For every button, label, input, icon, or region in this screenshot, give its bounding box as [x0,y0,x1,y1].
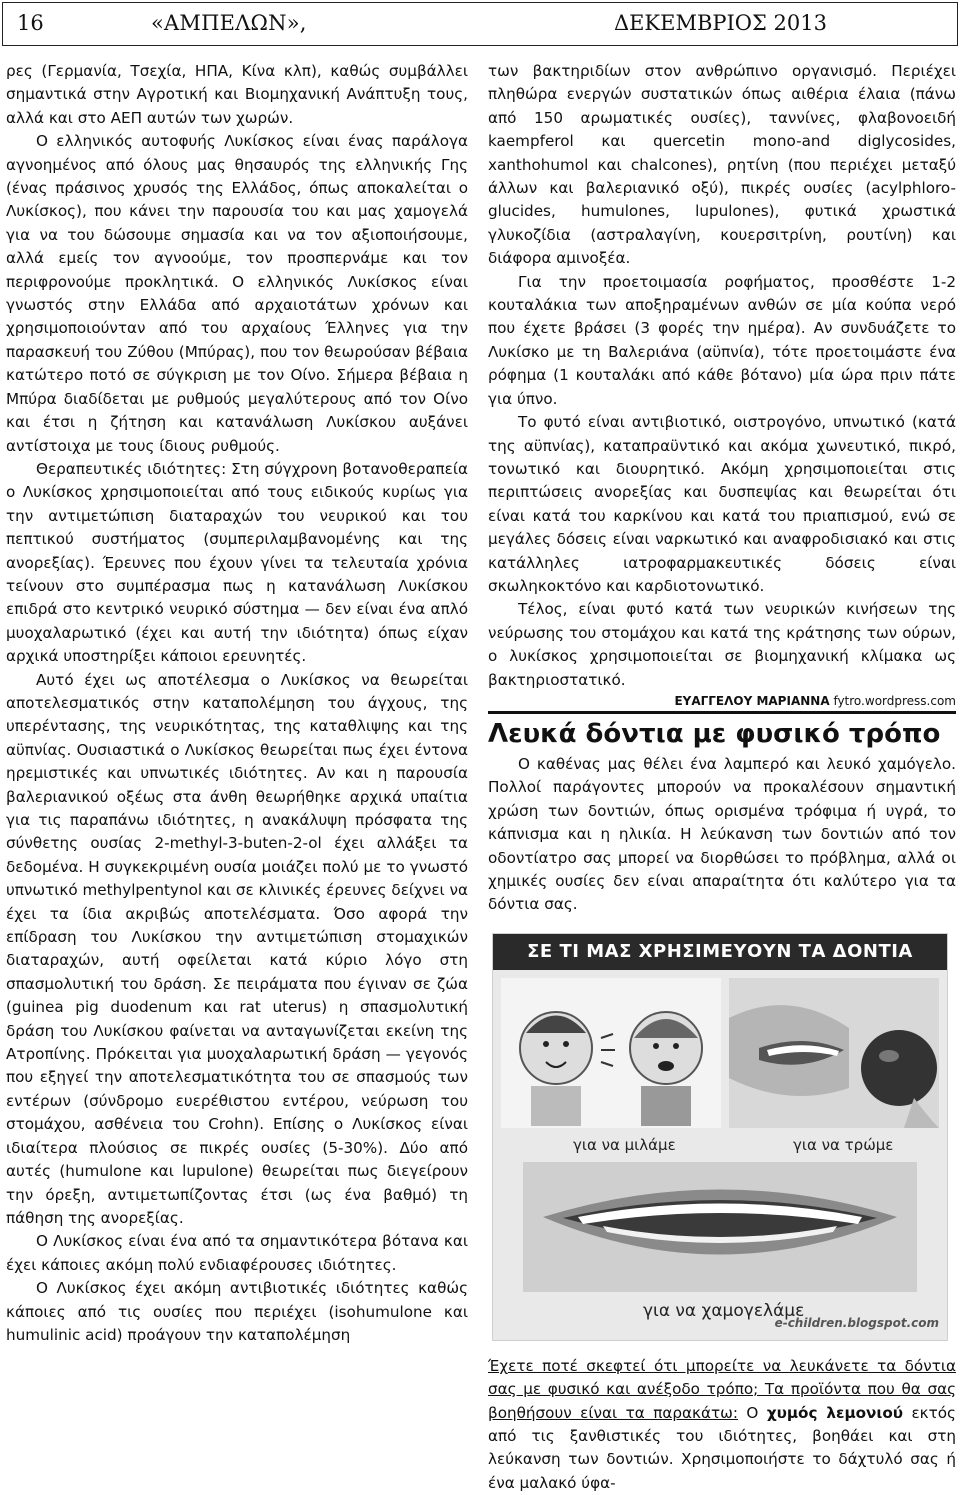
left-column [6,60,468,1347]
signature-author: ΕΥΑΓΓΕΛΟΥ ΜΑΡΙΑΝΝΑ [674,693,830,708]
right-column [488,60,956,1495]
text-run: εκτός από τις ξανθιστικές του ιδιότητες, βοηθάει και στη λεύκανση των δοντιών. Χρησιμοποιήστε το δάχτυλό σας ή ένα μαλακό ύφα- [488,1403,956,1492]
paragraph: Ο καθένας μας θέλει ένα λαμπερό και λευκό χαμόγελο. Πολλοί παράγοντες μπορούν να προκαλέσουν σημαντική χρώση των δοντιών, όπως ορισμένα τρόφιμα ή υγρά, το κάπνισμα και η ηλικία. Η λεύκανση των δοντιών από τον οδοντίατρο σας μπορεί να διορθώσει το πρόβλημα, αλλά οι χημικές ουσίες δεν είναι απαραίτητα ότι καλύτερο για τα δόντια σας. [488,754,956,914]
header-frame [2,2,958,46]
paragraph: Ο ελληνικός αυτοφυής Λυκίσκος είναι ένας παράλογα αγνοημένος από όλους μας θησαυρός της ελληνικής Γης (ένας πράσινος χρυσός της Ελλάδος, όπως αποκαλείται ο Λυκίσκος), που κάνει την παρουσία του και μας χαμογελά για να του δώσουμε σημασία και να τον αξιοποιήσουμε, αλλά εμείς τον αγνοούμε, τον προσπερνάμε και τον περιφρονούμε προκλητικά. Ο ελληνικός Λυκίσκος είναι γνωστός στην Ελλάδα από αρχαιοτάτων χρόνων και χρησιμοποιούνταν από του αρχαίους Έλληνες για την παρασκευή του Ζύθου (Μπύρας), που τον θεωρούσαν βέβαια κατώτερο ποτό σε σύγκριση με τον Οίνο. Σήμερα βέβαια η Μπύρα διαδίδεται με ρυθμούς μεγαλύτερους από τον Οίνο και έτσι η ζήτηση και κατανάλωση Λυκίσκου αυξάνει αντίστοιχα με τους ίδιους ρυθμούς. [6,132,468,455]
article-signature [488,693,956,709]
page-number: 16 [17,11,44,35]
lemon-juice-term: χυμός λεμονιού [766,1403,904,1422]
paragraph: ρες (Γερμανία, Τσεχία, ΗΠΑ, Κίνα κλπ), καθώς συμβάλλει σημαντικά στην Αγροτική και Βιομηχανική Ανάπτυξη τους, αλλά και στο ΑΕΠ αυτών των χωρών. [6,62,468,127]
paragraph: των βακτηριδίων στον ανθρώπινο οργανισμό. Περιέχει πληθώρα ενεργών συστατικών όπως αιθέρια έλαια (πάνω από 150 αρωματικές ουσίες), ταννίνες, φλαβονοειδή kaempferol και quercetin mono-and diglycosides, xanthohumol και chalcones), ρητίνη (που περιέχει μεταξύ άλλων και βαλεριανικό οξύ), πικρές ουσίες (acylphloro-glucides, humulones, lupulones), φυτικά χρωστικά γλυκοζίδια (αστραλαγίνη, κουερσιτρίνη, ρουτίνη) και διάφορα αμινοξέα. [488,62,956,268]
paragraph: Αυτό έχει ως αποτέλεσμα ο Λυκίσκος να θεωρείται αποτελεσματικός στην καταπολέμηση του άγχους, της υπερέντασης, της νευρικότητας, της καταθλιψης και της αϋπνίας. Ουσιαστικά ο Λυκίσκος θεωρείται πως έχει έντονα ηρεμιστικές και υπνωτικές ιδιότητες. Αν και η παρουσία βαλεριανικού οξέως στα άνθη θεωρήθηκε αρχικά υπαίτια για τις παραπάνω ιδιότητες, η ανακάλυψη πρόσφατα της σύνθετης ουσίας 2-methyl-3-buten-2-ol έχει αλλάξει τα δεδομένα. Η συγκεκριμένη ουσία μοιάζει πολύ με το γνωστό υπνωτικό methylpentynol και σε κλινικές έρευνες δείχνει να έχει τα ίδια ακριβώς αποτελέσματα. Όσο αφορά την επίδραση του Λυκίσκου την αντιμετώπιση στομαχικών διαταραχών, αυτή οφείλεται κατά κύριο λόγο στη σπασμολυτική του δράση. Σε πειράματα που έγιναν σε ζώα (guinea pig duodenum και rat uterus) η σπασμολυτική δράση του Λυκίσκου φαίνεται να ανταγωνίζεται εκείνη της Ατροπίνης. Πρόκειται για μυοχαλαρωτική δράση — γεγονός που εξηγεί την αποτελεσματικότητα του σε σπασμούς των εντέρων (σύνδρομο ευερέθιστου εντέρου, νεύρωση του στομάχου, ασθένεια του Crohn). Επίσης ο Λυκίσκος είναι ιδιαίτερα πλούσιος σε πικρές ουσίες (5-30%). Δύο από αυτές (humulone και lupulone) θεωρείται πως διεγείρουν την όρεξη, αντιμετωπίζοντας έτσι (ως ένα βαθμό) τη πάθηση της ανορεξίας. [6,670,468,1227]
caption-smile: για να χαμογελάμε [643,1300,805,1321]
caption-talk: για να μιλάμε [573,1135,676,1154]
talking-children-image [501,978,721,1128]
paragraph-lemon [488,1355,956,1495]
article-title: Λευκά δόντια με φυσικό τρόπο [488,718,941,749]
illustration-credit: e-children.blogspot.com [774,1316,939,1331]
illustration-banner: ΣΕ ΤΙ ΜΑΣ ΧΡΗΣΙΜΕΥΟΥΝ ΤΑ ΔΟΝΤΙΑ [493,934,947,970]
paragraph: Το φυτό είναι αντιβιοτικό, οιστρογόνο, υπνωτικό (κατά της αϋπνίας), καταπραϋντικό και ακόμα χωνευτικό, πικρό, τονωτικό και διουρητικό. Ακόμη χρησιμοποιείται στις περιπτώσεις ανορεξίας και δυσπεψίας και θεωρείται ότι είναι κατά του καρκίνου και κατά του πριαπισμού, ενώ σε μεγάλες δόσεις είναι ναρκωτικό και αναφροδισιακό και στις κατάλληλες ιατροφαρμακευτικές δόσεις είναι σκωληκοκτόνο και καρδιοτονωτικό. [488,413,956,595]
paragraph: Για την προετοιμασία ροφήματος, προσθέστε 1-2 κουταλάκια των αποξηραμένων ανθών σε μία κούπα νερό που έχετε βράσει (3 φορές την ημέρα). Αν συνδυάζετε το Λυκίσκο με τη Βαλεριάνα (αϋπνία), τότε προετοιμάστε ένα ρόφημα (1 κουταλάκι από κάθε βότανο) μία ώρα πριν πάτε για ύπνο. [488,272,956,408]
paragraph: Θεραπευτικές ιδιότητες: Στη σύγχρονη βοτανοθεραπεία ο Λυκίσκος χρησιμοποιείται από τους ειδικούς κυρίως για την αντιμετώπιση διαταραχών του νευρικού και του πεπτικού συστήματος (συμπεριλαμβανομένης και της ανορεξίας). Έρευνες που έχουν γίνει τα τελευταία χρόνια τείνουν στο συμπέρασμα πως η κατανάλωση Λυκίσκου επιδρά στο κεντρικό νευρικό σύστημα — δεν είναι ένα απλό μυοχαλαρωτικό (έχει και αυτή την ιδιότητα) όπως είχαν αρχικά υποστηρίξει κάποιοι ερευνητές. [6,459,468,666]
eating-apple-image [729,978,939,1128]
text-run: Ο [737,1403,767,1422]
publication-name: «ΑΜΠΕΛΩΝ», [151,11,307,35]
smile-image [523,1162,917,1292]
caption-eat: για να τρώμε [793,1135,894,1154]
teeth-illustration [492,933,948,1341]
paragraph: Τέλος, είναι φυτό κατά των νευρικών κινήσεων της νεύρωσης του στομάχου και κατά της κράτησης των ούρων, ο λυκίσκος χρησιμοποιείται σε βιομηχανική κλίμακα ως βακτηριοστατικό. [488,600,956,689]
paragraph: Ο Λυκίσκος έχει ακόμη αντιβιοτικές ιδιότητες καθώς κάποιες από τις ουσίες που περιέχει (isohumulone και humulinic acid) προάγουν την καταπολέμηση [6,1279,468,1344]
signature-source: fytro.wordpress.com [833,693,956,708]
page-header [0,0,960,50]
issue-date: ΔΕΚΕΜΒΡΙΟΣ 2013 [613,11,827,35]
section-divider [488,711,956,714]
underlined-intro: Έχετε ποτέ σκεφτεί ότι μπορείτε να λευκάνετε τα δόντια σας με φυσικό και ανέξοδο τρόπο; Τα προϊόντα που θα σας βοηθήσουν είναι τα παρακάτω: [488,1356,956,1422]
paragraph: Ο Λυκίσκος είναι ένα από τα σημαντικότερα βότανα και έχει κάποιες ακόμη πολύ ενδιαφέρουσες ιδιότητες. [6,1232,468,1274]
